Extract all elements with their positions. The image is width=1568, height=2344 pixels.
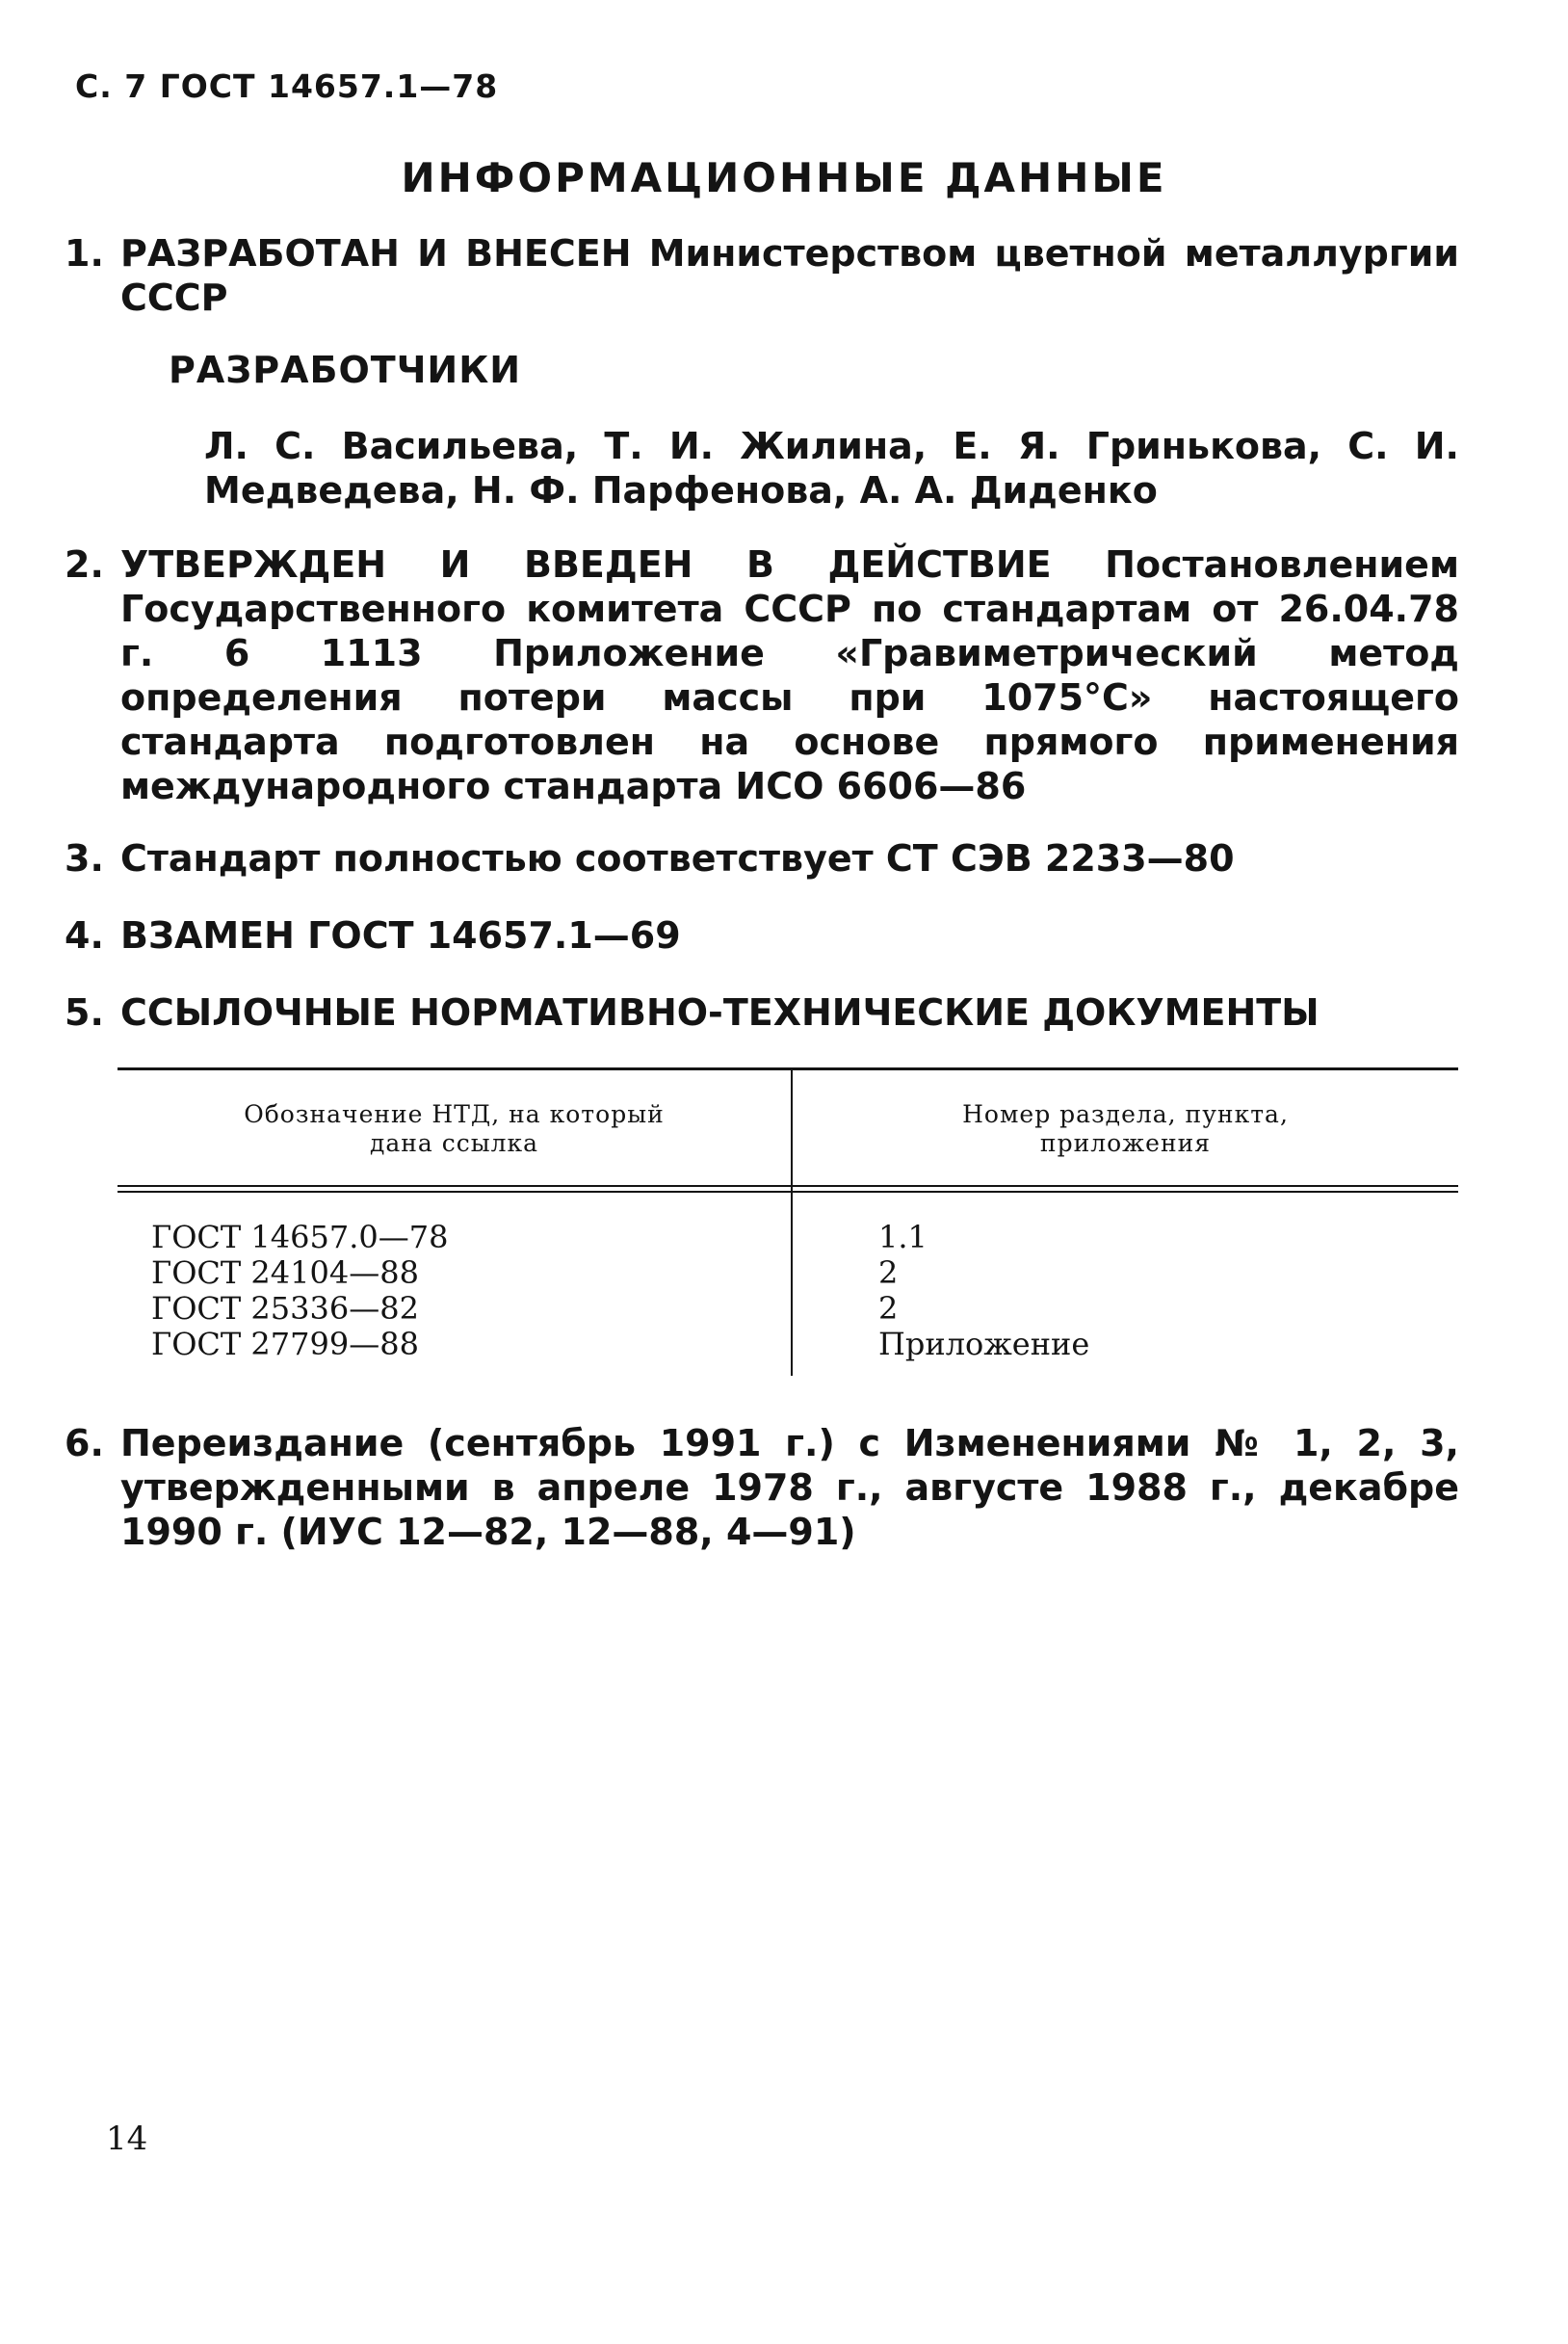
list-item-text: ВЗАМЕН ГОСТ 14657.1—69 xyxy=(120,914,681,957)
list-item-number: 3. xyxy=(65,837,104,880)
table-cell-ref: Приложение xyxy=(878,1326,1090,1362)
list-item-text: ССЫЛОЧНЫЕ НОРМАТИВНО-ТЕХНИЧЕСКИЕ ДОКУМЕНТЫ xyxy=(120,991,1320,1034)
table-column-refs xyxy=(878,1220,1089,1362)
list-item-3 xyxy=(65,836,1459,881)
list-item-6 xyxy=(65,1421,1459,1554)
table-column-docs xyxy=(151,1220,448,1362)
list-item-number: 6. xyxy=(65,1422,104,1464)
table-header-ref: Номер раздела, пункта, приложения xyxy=(962,1100,1289,1157)
list-item-text: УТВЕРЖДЕН И ВВЕДЕН В ДЕЙСТВИЕ Постановлением Государственного комитета СССР по стандартам от 26.04.78 г. 6 1113 Приложение «Гравиметрический метод определения потери массы при 1075°С» настоящего стандарта подготовлен на основе прямого применения международного стандарта ИСО 6606—86 xyxy=(120,543,1459,807)
table-header-rule xyxy=(118,1185,1458,1187)
list-item-4 xyxy=(65,913,1459,958)
table-cell-ref: 2 xyxy=(878,1254,899,1291)
table-cell-ref: 1.1 xyxy=(878,1219,928,1255)
list-item-number: 2. xyxy=(65,543,104,586)
table-cell-doc: ГОСТ 24104—88 xyxy=(151,1254,419,1291)
reference-table xyxy=(118,1067,1458,1376)
running-title: С. 7 ГОСТ 14657.1—78 xyxy=(75,67,499,105)
list-item-number: 1. xyxy=(65,232,104,275)
list-item-2 xyxy=(65,542,1459,808)
table-header-doc: Обозначение НТД, на который дана ссылка xyxy=(244,1100,665,1157)
list-item-5 xyxy=(65,990,1459,1035)
table-header-rule-double xyxy=(118,1191,1458,1193)
developers-heading: РАЗРАБОТЧИКИ xyxy=(169,349,522,391)
list-item-text: Стандарт полностью соответствует СТ СЭВ 2233—80 xyxy=(120,837,1235,880)
table-cell-ref: 2 xyxy=(878,1290,899,1327)
list-item-number: 5. xyxy=(65,991,104,1034)
table-cell-doc: ГОСТ 27799—88 xyxy=(151,1326,419,1362)
table-top-rule xyxy=(118,1067,1458,1070)
developers-names: Л. С. Васильева, Т. И. Жилина, Е. Я. Гринькова, С. И. Медведева, Н. Ф. Парфенова, А. А. Диденко xyxy=(204,425,1459,512)
list-item-text: Переиздание (сентябрь 1991 г.) с Изменениями № 1, 2, 3, утвержденными в апреле 1978 г., августе 1988 г., декабре 1990 г. (ИУС 12—82, 12—88, 4—91) xyxy=(120,1422,1459,1553)
table-cell-doc: ГОСТ 25336—82 xyxy=(151,1290,419,1327)
list-item-text: РАЗРАБОТАН И ВНЕСЕН Министерством цветной металлургии СССР xyxy=(120,232,1459,319)
page-title: ИНФОРМАЦИОННЫЕ ДАННЫЕ xyxy=(401,154,1167,201)
table-cell-doc: ГОСТ 14657.0—78 xyxy=(151,1219,449,1255)
page-number: 14 xyxy=(106,2120,148,2158)
list-item-1 xyxy=(65,231,1459,320)
list-item-number: 4. xyxy=(65,914,104,957)
